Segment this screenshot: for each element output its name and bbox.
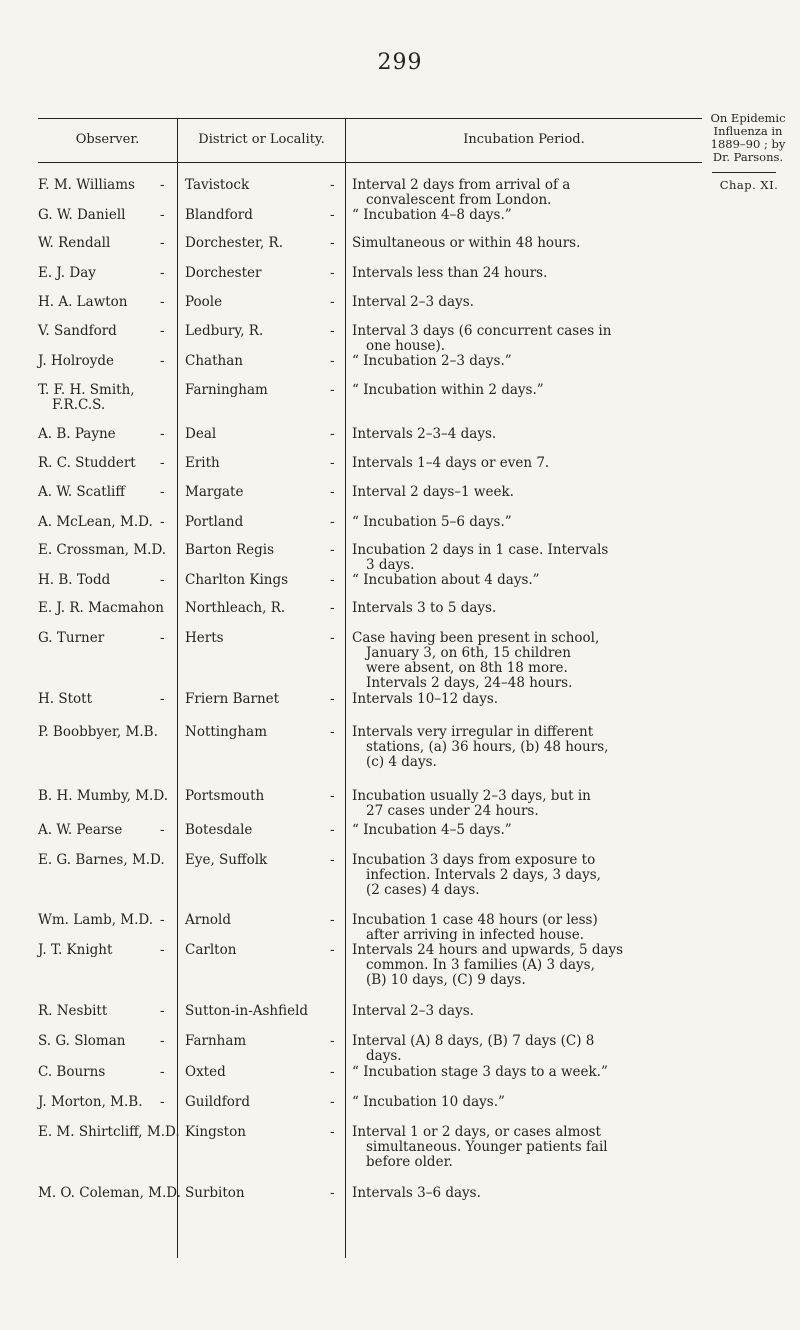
locality-name: Sutton-in-Ashfield — [185, 1003, 309, 1019]
table-top-rule — [38, 118, 702, 119]
observer-name: J. T. Knight — [38, 942, 113, 958]
observer-name: E. Crossman, M.D. — [38, 542, 167, 558]
observer-cell — [38, 725, 175, 740]
side-header-author: Dr. Parsons. — [712, 150, 784, 164]
observer-name: T. F. H. Smith, — [38, 382, 135, 398]
incubation-text-line: Interval 2–3 days. — [352, 294, 474, 310]
locality-cell — [185, 823, 340, 838]
observer-cell — [38, 485, 175, 500]
observer-name: E. G. Barnes, M.D. — [38, 852, 165, 868]
incubation-text-line: after arriving in infected house. — [366, 927, 584, 943]
incubation-cell — [352, 236, 698, 251]
incubation-cell — [352, 515, 698, 530]
locality-name: Charlton Kings — [185, 572, 289, 588]
observer-cell — [38, 1065, 175, 1080]
incubation-cell — [352, 1095, 698, 1110]
leader-dash: - — [330, 942, 335, 958]
leader-dash: - — [330, 426, 335, 442]
locality-cell — [185, 236, 340, 251]
leader-dash: - — [330, 572, 335, 588]
observer-cell — [38, 1004, 175, 1019]
leader-dash: - — [160, 353, 165, 369]
incubation-text-line: “ Incubation 4–5 days.” — [352, 822, 512, 838]
observer-name-continued: F.R.C.S. — [52, 397, 106, 413]
observer-name: A. McLean, M.D. — [38, 514, 153, 530]
observer-cell — [38, 324, 175, 339]
locality-name: Ledbury, R. — [185, 323, 264, 339]
observer-cell — [38, 208, 175, 223]
locality-cell — [185, 573, 340, 588]
observer-name: S. G. Sloman — [38, 1033, 126, 1049]
incubation-text-line: one house). — [366, 338, 446, 354]
leader-dash: - — [330, 600, 335, 616]
incubation-text-line: Incubation 2 days in 1 case. Intervals — [352, 542, 609, 558]
locality-cell — [185, 1125, 340, 1140]
incubation-cell — [352, 789, 698, 819]
incubation-cell — [352, 1004, 698, 1019]
leader-dash: - — [160, 691, 165, 707]
locality-name: Nottingham — [185, 724, 267, 740]
locality-cell — [185, 1095, 340, 1110]
locality-name: Oxted — [185, 1064, 226, 1080]
locality-cell — [185, 427, 340, 442]
leader-dash: - — [160, 294, 165, 310]
observer-name: E. J. Day — [38, 265, 96, 281]
incubation-cell — [352, 913, 698, 943]
observer-name: E. J. R. Macmahon — [38, 600, 164, 616]
leader-dash: - — [160, 323, 165, 339]
leader-dash: - — [160, 1033, 165, 1049]
observer-cell — [38, 1034, 175, 1049]
column-divider — [177, 118, 178, 1258]
incubation-text-line: infection. Intervals 2 days, 3 days, — [366, 867, 601, 883]
locality-cell — [185, 692, 340, 707]
observer-name: A. W. Pearse — [38, 822, 123, 838]
leader-dash: - — [160, 484, 165, 500]
locality-cell — [185, 1186, 340, 1201]
incubation-cell — [352, 823, 698, 838]
observer-cell — [38, 236, 175, 251]
incubation-text-line: Intervals 3–6 days. — [352, 1185, 481, 1201]
incubation-text-line: were absent, on 8th 18 more. — [366, 660, 568, 676]
locality-cell — [185, 324, 340, 339]
leader-dash: - — [330, 542, 335, 558]
locality-name: Dorchester — [185, 265, 262, 281]
observer-cell — [38, 631, 175, 646]
locality-cell — [185, 943, 340, 958]
locality-name: Poole — [185, 294, 223, 310]
leader-dash: - — [160, 235, 165, 251]
incubation-text-line: Intervals 2–3–4 days. — [352, 426, 497, 442]
locality-cell — [185, 456, 340, 471]
locality-cell — [185, 485, 340, 500]
leader-dash: - — [330, 1094, 335, 1110]
leader-dash: - — [160, 822, 165, 838]
leader-dash: - — [160, 514, 165, 530]
observer-cell — [38, 853, 175, 868]
incubation-column-header: Incubation Period. — [463, 132, 585, 147]
incubation-cell — [352, 266, 698, 281]
locality-name: Arnold — [185, 912, 231, 928]
leader-dash: - — [330, 294, 335, 310]
chapter-label: Chap. XI. — [719, 178, 779, 192]
observer-cell — [38, 383, 175, 413]
incubation-text-line: “ Incubation 4–8 days.” — [352, 207, 512, 223]
locality-cell — [185, 601, 340, 616]
incubation-text-line: Interval (A) 8 days, (B) 7 days (C) 8 — [352, 1033, 595, 1049]
leader-dash: - — [160, 1003, 165, 1019]
incubation-cell — [352, 573, 698, 588]
leader-dash: - — [330, 724, 335, 740]
incubation-text-line: Case having been present in school, — [352, 630, 600, 646]
leader-dash: - — [330, 691, 335, 707]
locality-name: Chathan — [185, 353, 243, 369]
incubation-cell — [352, 324, 698, 354]
locality-name: Portland — [185, 514, 244, 530]
observer-name: W. Rendall — [38, 235, 111, 251]
incubation-cell — [352, 1034, 698, 1064]
observer-cell — [38, 789, 175, 804]
leader-dash: - — [330, 353, 335, 369]
locality-name: Deal — [185, 426, 217, 442]
incubation-text-line: 27 cases under 24 hours. — [366, 803, 539, 819]
leader-dash: - — [330, 323, 335, 339]
observer-name: G. Turner — [38, 630, 105, 646]
leader-dash: - — [330, 852, 335, 868]
incubation-text-line: “ Incubation about 4 days.” — [352, 572, 540, 588]
observer-cell — [38, 295, 175, 310]
leader-dash: - — [330, 455, 335, 471]
observer-name: F. M. Williams — [38, 177, 135, 193]
incubation-text-line: Incubation usually 2–3 days, but in — [352, 788, 591, 804]
locality-name: Erith — [185, 455, 220, 471]
side-header-line: 1889–90 ; by — [710, 137, 786, 151]
incubation-text-line: stations, (a) 36 hours, (b) 48 hours, — [366, 739, 609, 755]
incubation-text-line: Intervals 3 to 5 days. — [352, 600, 497, 616]
incubation-text-line: convalescent from London. — [366, 192, 552, 208]
incubation-cell — [352, 383, 698, 398]
column-divider — [345, 118, 346, 1258]
leader-dash: - — [330, 514, 335, 530]
incubation-cell — [352, 692, 698, 707]
observer-cell — [38, 543, 175, 558]
leader-dash: - — [330, 207, 335, 223]
incubation-text-line: “ Incubation stage 3 days to a week.” — [352, 1064, 608, 1080]
leader-dash: - — [330, 382, 335, 398]
incubation-text-line: “ Incubation 5–6 days.” — [352, 514, 512, 530]
leader-dash: - — [160, 630, 165, 646]
leader-dash: - — [160, 1064, 165, 1080]
incubation-text-line: before older. — [366, 1154, 453, 1170]
table-header-rule — [38, 162, 702, 163]
leader-dash: - — [160, 942, 165, 958]
observer-cell — [38, 178, 175, 193]
locality-name: Portsmouth — [185, 788, 265, 804]
incubation-text-line: Interval 2 days–1 week. — [352, 484, 514, 500]
incubation-text-line: Interval 2 days from arrival of a — [352, 177, 571, 193]
leader-dash: - — [330, 1033, 335, 1049]
locality-cell — [185, 631, 340, 646]
observer-name: P. Boobbyer, M.B. — [38, 724, 158, 740]
locality-name: Farnham — [185, 1033, 247, 1049]
incubation-text-line: Simultaneous or within 48 hours. — [352, 235, 581, 251]
incubation-text-line: Intervals less than 24 hours. — [352, 265, 548, 281]
observer-name: R. C. Studdert — [38, 455, 136, 471]
side-header-line: Influenza in — [713, 124, 783, 138]
locality-cell — [185, 543, 340, 558]
observer-name: A. W. Scatliff — [38, 484, 125, 500]
locality-cell — [185, 208, 340, 223]
observer-cell — [38, 456, 175, 471]
locality-name: Herts — [185, 630, 224, 646]
observer-name: H. B. Todd — [38, 572, 111, 588]
observer-cell — [38, 266, 175, 281]
locality-name: Northleach, R. — [185, 600, 286, 616]
observer-cell — [38, 515, 175, 530]
incubation-text-line: Interval 2–3 days. — [352, 1003, 474, 1019]
leader-dash: - — [160, 455, 165, 471]
incubation-cell — [352, 427, 698, 442]
locality-cell — [185, 789, 340, 804]
observer-cell — [38, 573, 175, 588]
incubation-text-line: Intervals 10–12 days. — [352, 691, 499, 707]
incubation-text-line: “ Incubation within 2 days.” — [352, 382, 544, 398]
leader-dash: - — [160, 426, 165, 442]
incubation-cell — [352, 1186, 698, 1201]
locality-cell — [185, 913, 340, 928]
chapter-divider — [712, 172, 776, 173]
locality-name: Farningham — [185, 382, 268, 398]
leader-dash: - — [330, 235, 335, 251]
incubation-table — [38, 118, 702, 1258]
locality-name: Guildford — [185, 1094, 250, 1110]
locality-cell — [185, 1065, 340, 1080]
incubation-cell — [352, 853, 698, 898]
observer-name: E. M. Shirtcliff, M.D. — [38, 1124, 180, 1140]
incubation-cell — [352, 943, 698, 988]
leader-dash: - — [330, 1185, 335, 1201]
observer-name: H. Stott — [38, 691, 93, 707]
locality-cell — [185, 515, 340, 530]
running-side-header — [700, 112, 796, 164]
page-number: 299 — [377, 50, 423, 75]
locality-name: Barton Regis — [185, 542, 275, 558]
locality-name: Botesdale — [185, 822, 253, 838]
observer-name: R. Nesbitt — [38, 1003, 108, 1019]
observer-cell — [38, 354, 175, 369]
leader-dash: - — [330, 630, 335, 646]
incubation-text-line: Intervals 2 days, 24–48 hours. — [366, 675, 573, 691]
leader-dash: - — [160, 912, 165, 928]
leader-dash: - — [160, 265, 165, 281]
observer-name: Wm. Lamb, M.D. — [38, 912, 154, 928]
locality-cell — [185, 1004, 340, 1019]
leader-dash: - — [330, 1124, 335, 1140]
incubation-text-line: 3 days. — [366, 557, 415, 573]
incubation-cell — [352, 208, 698, 223]
observer-cell — [38, 692, 175, 707]
incubation-cell — [352, 601, 698, 616]
locality-cell — [185, 383, 340, 398]
incubation-text-line: common. In 3 families (A) 3 days, — [366, 957, 595, 973]
incubation-cell — [352, 631, 698, 691]
locality-cell — [185, 266, 340, 281]
leader-dash: - — [330, 177, 335, 193]
observer-cell — [38, 427, 175, 442]
incubation-text-line: (c) 4 days. — [366, 754, 437, 770]
locality-cell — [185, 178, 340, 193]
incubation-cell — [352, 725, 698, 770]
observer-name: M. O. Coleman, M.D. — [38, 1185, 181, 1201]
leader-dash: - — [330, 912, 335, 928]
incubation-text-line: Interval 1 or 2 days, or cases almost — [352, 1124, 601, 1140]
incubation-cell — [352, 456, 698, 471]
incubation-cell — [352, 178, 698, 208]
incubation-cell — [352, 354, 698, 369]
locality-cell — [185, 853, 340, 868]
observer-name: B. H. Mumby, M.D. — [38, 788, 168, 804]
incubation-text-line: days. — [366, 1048, 402, 1064]
observer-cell — [38, 913, 175, 928]
leader-dash: - — [330, 484, 335, 500]
leader-dash: - — [160, 177, 165, 193]
locality-cell — [185, 295, 340, 310]
incubation-text-line: “ Incubation 10 days.” — [352, 1094, 505, 1110]
locality-cell — [185, 354, 340, 369]
locality-name: Dorchester, R. — [185, 235, 284, 251]
observer-name: H. A. Lawton — [38, 294, 128, 310]
locality-name: Blandford — [185, 207, 253, 223]
observer-name: G. W. Daniell — [38, 207, 126, 223]
locality-name: Tavistock — [185, 177, 250, 193]
observer-name: J. Morton, M.B. — [38, 1094, 143, 1110]
observer-cell — [38, 1095, 175, 1110]
incubation-text-line: (2 cases) 4 days. — [366, 882, 480, 898]
incubation-cell — [352, 1065, 698, 1080]
locality-name: Kingston — [185, 1124, 246, 1140]
incubation-text-line: Intervals 1–4 days or even 7. — [352, 455, 550, 471]
incubation-cell — [352, 1125, 698, 1170]
incubation-text-line: simultaneous. Younger patients fail — [366, 1139, 608, 1155]
observer-column-header: Observer. — [75, 132, 140, 147]
locality-column-header: District or Locality. — [198, 132, 325, 147]
locality-name: Carlton — [185, 942, 237, 958]
incubation-text-line: “ Incubation 2–3 days.” — [352, 353, 512, 369]
observer-cell — [38, 823, 175, 838]
incubation-text-line: Intervals 24 hours and upwards, 5 days — [352, 942, 624, 958]
leader-dash: - — [330, 1064, 335, 1080]
incubation-cell — [352, 485, 698, 500]
leader-dash: - — [160, 572, 165, 588]
observer-name: V. Sandford — [38, 323, 117, 339]
locality-name: Surbiton — [185, 1185, 245, 1201]
locality-cell — [185, 725, 340, 740]
observer-name: J. Holroyde — [38, 353, 115, 369]
locality-name: Friern Barnet — [185, 691, 280, 707]
incubation-text-line: (B) 10 days, (C) 9 days. — [366, 972, 526, 988]
locality-cell — [185, 1034, 340, 1049]
incubation-cell — [352, 295, 698, 310]
observer-cell — [38, 1124, 180, 1140]
observer-cell — [38, 601, 175, 616]
observer-name: A. B. Payne — [38, 426, 116, 442]
incubation-cell — [352, 543, 698, 573]
leader-dash: - — [160, 1094, 165, 1110]
incubation-text-line: Incubation 1 case 48 hours (or less) — [352, 912, 598, 928]
leader-dash: - — [160, 207, 165, 223]
side-header-line: On Epidemic — [710, 111, 786, 125]
locality-name: Margate — [185, 484, 244, 500]
observer-cell — [38, 943, 175, 958]
incubation-text-line: Interval 3 days (6 concurrent cases in — [352, 323, 612, 339]
locality-name: Eye, Suffolk — [185, 852, 268, 868]
leader-dash: - — [330, 822, 335, 838]
observer-cell — [38, 1185, 181, 1201]
leader-dash: - — [330, 265, 335, 281]
observer-name: C. Bourns — [38, 1064, 106, 1080]
incubation-text-line: Incubation 3 days from exposure to — [352, 852, 596, 868]
leader-dash: - — [330, 788, 335, 804]
incubation-text-line: January 3, on 6th, 15 children — [366, 645, 571, 661]
incubation-text-line: Intervals very irregular in different — [352, 724, 594, 740]
